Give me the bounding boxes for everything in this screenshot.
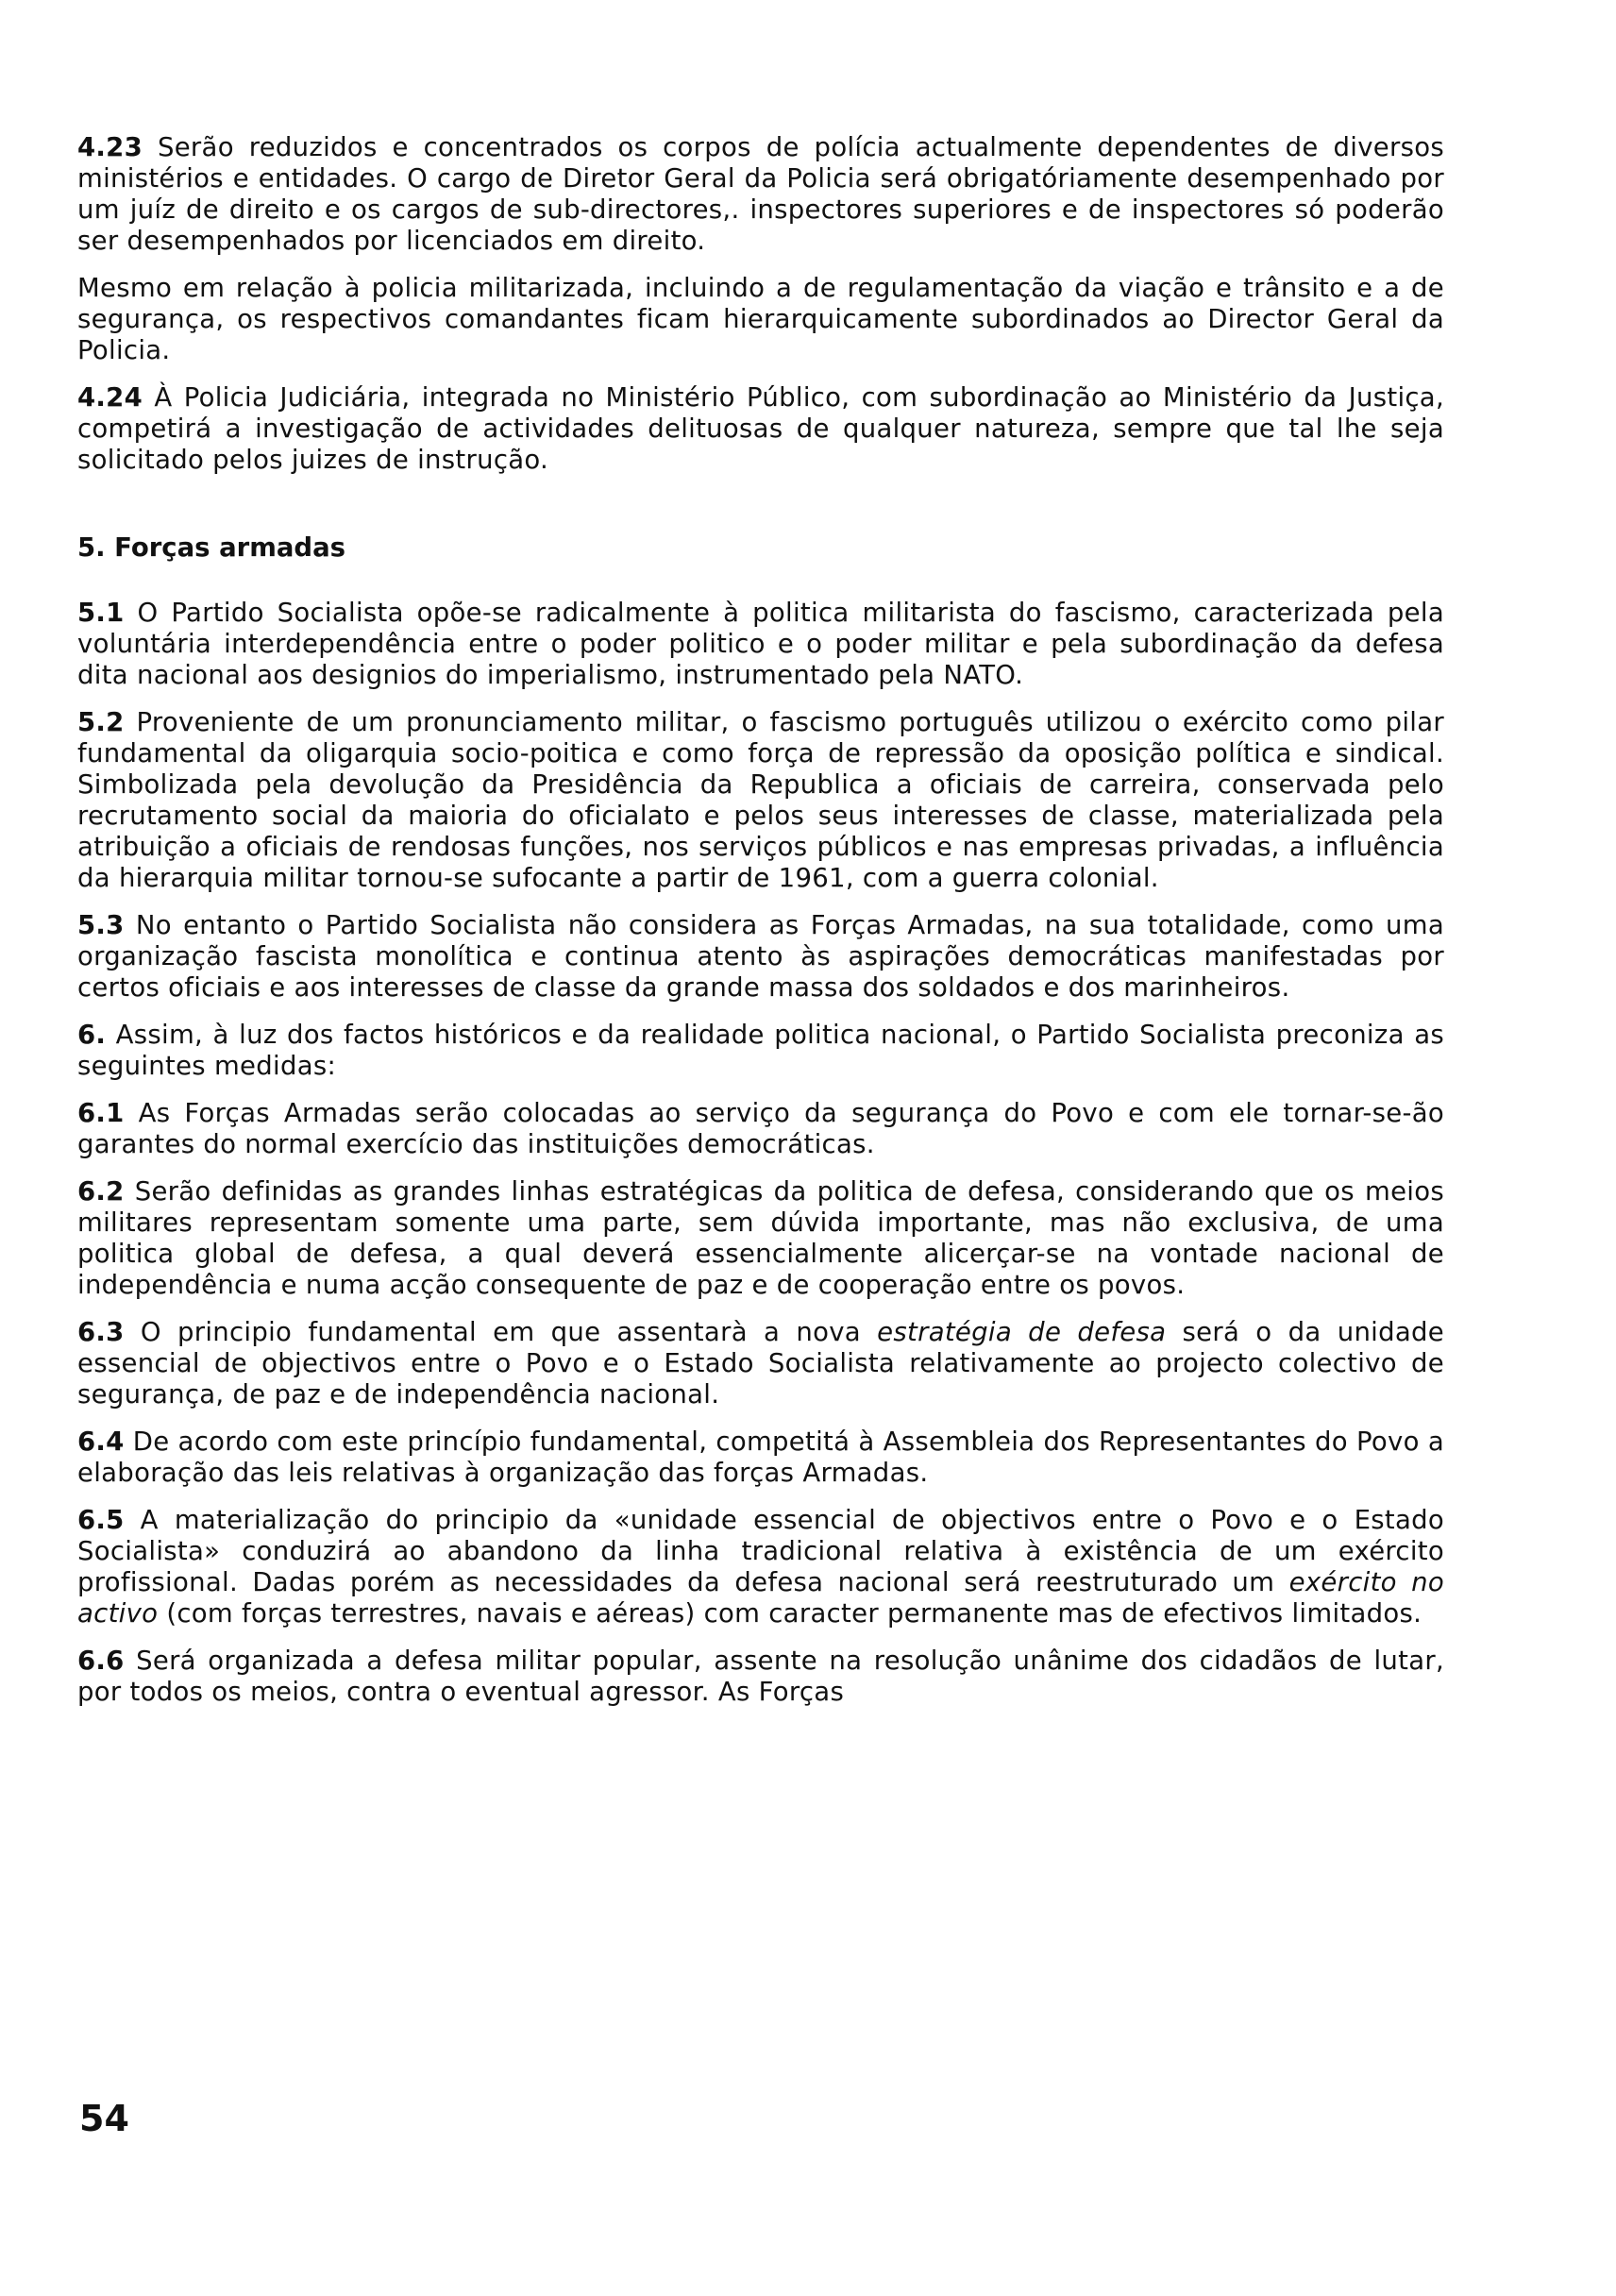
paragraph-number: 5.3 <box>77 910 125 940</box>
paragraph-6-3 <box>77 1317 1444 1410</box>
paragraph-text: Será organizada a defesa militar popular, assente na resolução unânime dos cidadãos de lutar, por todos os meios, contra o eventual agressor. As Forças <box>77 1646 1444 1707</box>
document-page <box>77 132 1444 1724</box>
paragraph-6-4 <box>77 1427 1444 1489</box>
paragraph-text: Assim, à luz dos factos históricos e da realidade politica nacional, o Partido Socialista preconiza as seguintes medidas: <box>77 1020 1444 1081</box>
paragraph-text: No entanto o Partido Socialista não considera as Forças Armadas, na sua totalidade, como uma organização fascista monolítica e continua atento às aspirações democráticas manifestadas por certos oficiais e aos interesses de classe da grande massa dos soldados e dos marinheiros. <box>77 910 1444 1003</box>
paragraph-number: 5.1 <box>77 598 125 628</box>
paragraph-text: O Partido Socialista opõe-se radicalmente à politica militarista do fascismo, caracterizada pela voluntária interdependência entre o poder politico e o poder militar e pela subordinação da defesa dita nacional aos designios do imperialismo, instrumentado pela NATO. <box>77 598 1444 690</box>
paragraph-5-2 <box>77 707 1444 894</box>
paragraph-number: 6.6 <box>77 1646 125 1676</box>
paragraph-text: À Policia Judiciária, integrada no Ministério Público, com subordinação ao Ministério da Justiça, competirá a investigação de actividades delituosas de qualquer natureza, sempre que tal lhe seja solicitado pelos juizes de instrução. <box>77 382 1444 475</box>
page-number: 54 <box>79 2098 129 2139</box>
paragraph-text: De acordo com este princípio fundamental, competitá à Assembleia dos Representantes do Povo a elaboração das leis relativas à organização das forças Armadas. <box>77 1427 1444 1488</box>
paragraph-text: (com forças terrestres, navais e aéreas) com caracter permanente mas de efectivos limitados. <box>158 1598 1422 1629</box>
paragraph-6-1 <box>77 1098 1444 1160</box>
paragraph-number: 4.24 <box>77 382 143 413</box>
section-heading: 5. Forças armadas <box>77 532 346 563</box>
paragraph-4-23 <box>77 132 1444 257</box>
paragraph-text: Serão reduzidos e concentrados os corpos de polícia actualmente dependentes de diversos ministérios e entidades. O cargo de Diretor Geral da Policia será obrigatóriamente desempenhado por um juíz de direito e os cargos de sub-directores,. inspectores superiores e de inspectores só poderão ser desempenhados por licenciados em direito. <box>77 132 1444 256</box>
paragraph-emphasis: estratégia de defesa <box>877 1317 1167 1347</box>
paragraph-number: 5.2 <box>77 707 125 737</box>
paragraph-5-1 <box>77 598 1444 691</box>
paragraph-number: 6.3 <box>77 1317 125 1347</box>
paragraph-number: 6. <box>77 1020 107 1050</box>
paragraph-number: 4.23 <box>77 132 143 162</box>
paragraph-emphasis: exército no activo <box>77 1567 1444 1629</box>
paragraph-number: 6.5 <box>77 1505 125 1535</box>
paragraph-6-6 <box>77 1646 1444 1708</box>
paragraph-text: Proveniente de um pronunciamento militar, o fascismo português utilizou o exército como pilar fundamental da oligarquia socio-poitica e como força de repressão da oposição política e sindical. Simbolizada pela devolução da Presidência da Republica a oficiais de carreira, conservada pelo recrutamento social da maioria do oficialato e pelos seus interesses de classe, materializada pela atribuição a oficiais de rendosas funções, nos serviços públicos e nas empresas privadas, a influência da hierarquia militar tornou-se sufocante a partir de 1961, com a guerra colonial. <box>77 707 1444 893</box>
paragraph-4-23-continued <box>77 273 1444 366</box>
paragraph-6-5 <box>77 1505 1444 1629</box>
paragraph-text: O principio fundamental em que assentarà a nova <box>124 1317 878 1347</box>
paragraph-6-2 <box>77 1176 1444 1301</box>
paragraph-number: 6.4 <box>77 1427 125 1457</box>
paragraph-text: A materialização do principio da «unidade essencial de objectivos entre o Povo e o Estado Socialista» conduzirá ao abandono da linha tradicional relativa à existência de um exército profissional. Dadas porém as necessidades da defesa nacional será reestruturado um <box>77 1505 1444 1597</box>
paragraph-number: 6.2 <box>77 1176 125 1207</box>
paragraph-text: será o da unidade essencial de objectivos entre o Povo e o Estado Socialista relativamente ao projecto colectivo de segurança, de paz e de independência nacional. <box>77 1317 1444 1410</box>
paragraph-text: Serão definidas as grandes linhas estratégicas da politica de defesa, considerando que os meios militares representam somente uma parte, sem dúvida importante, mas não exclusiva, de uma politica global de defesa, a qual deverá essencialmente alicerçar-se na vontade nacional de independência e numa acção consequente de paz e de cooperação entre os povos. <box>77 1176 1444 1300</box>
paragraph-text: As Forças Armadas serão colocadas ao serviço da segurança do Povo e com ele tornar-se-ão garantes do normal exercício das instituições democráticas. <box>77 1098 1444 1159</box>
paragraph-6 <box>77 1020 1444 1082</box>
paragraph-number: 6.1 <box>77 1098 125 1128</box>
paragraph-4-24 <box>77 382 1444 476</box>
paragraph-text: Mesmo em relação à policia militarizada, incluindo a de regulamentação da viação e trânsito e a de segurança, os respectivos comandantes ficam hierarquicamente subordinados ao Director Geral da Policia. <box>77 273 1444 365</box>
paragraph-5-3 <box>77 910 1444 1004</box>
